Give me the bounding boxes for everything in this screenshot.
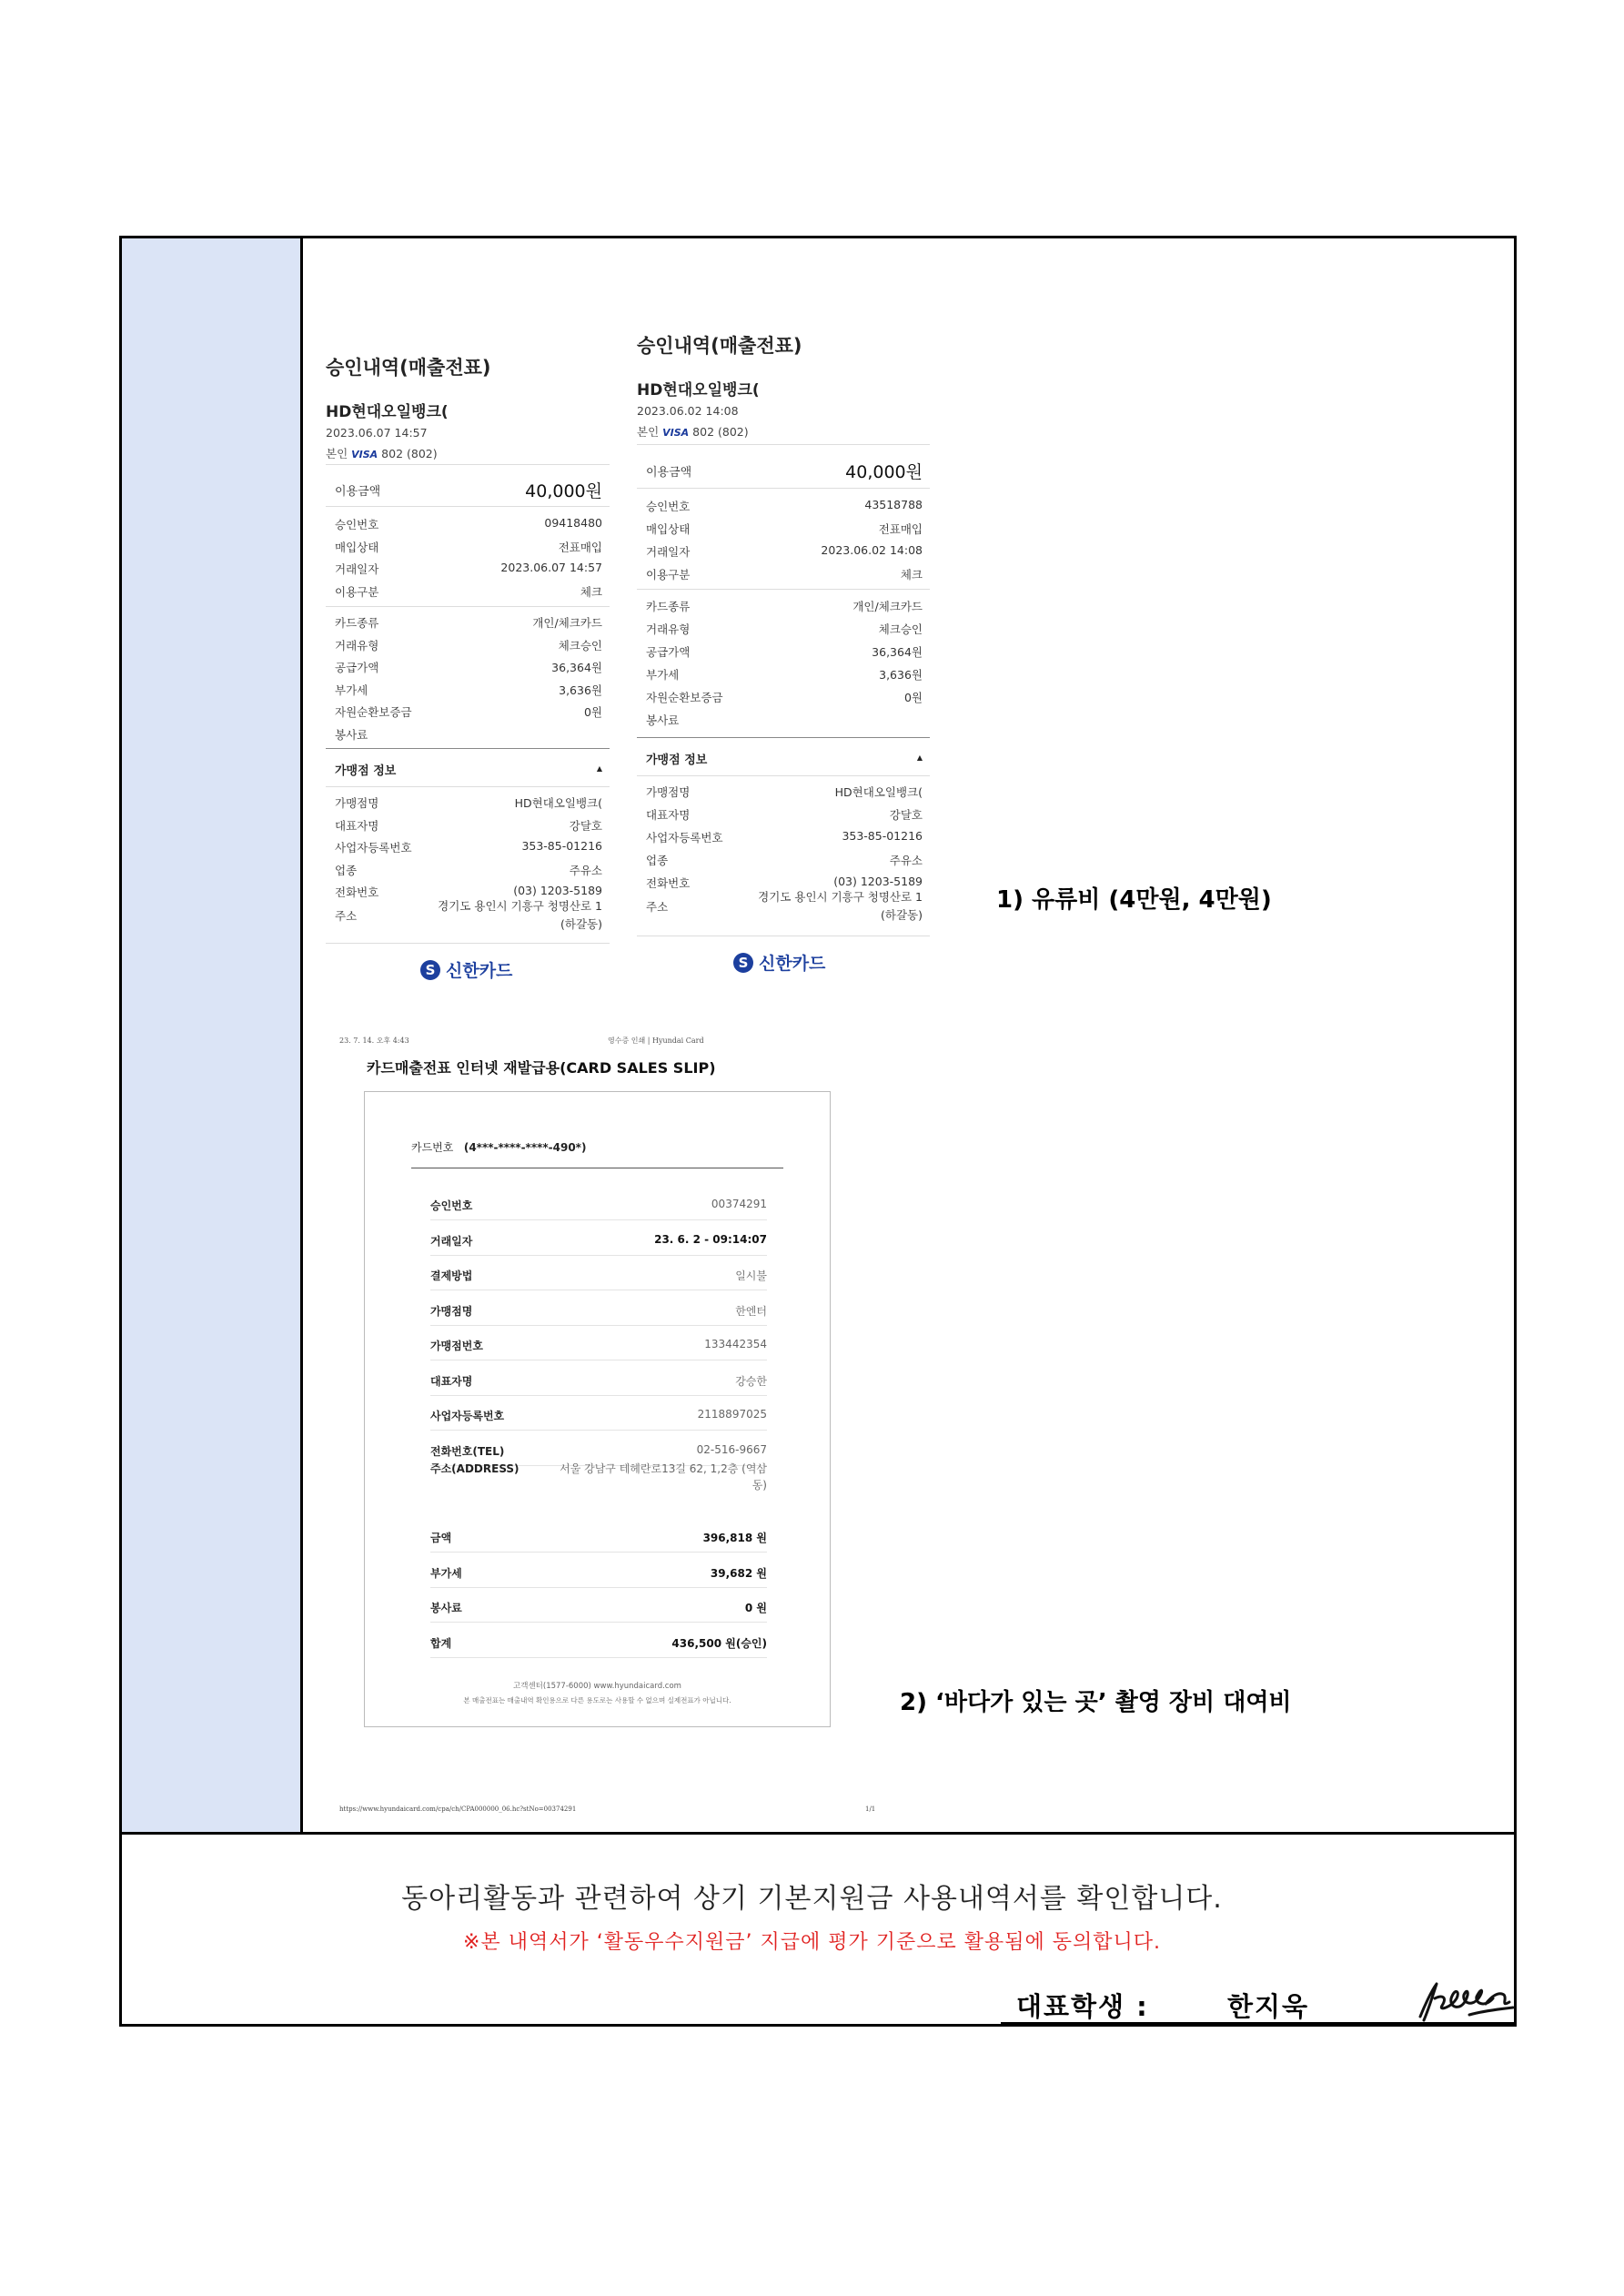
row-label: 부가세 [335, 683, 368, 697]
handwritten-signature [1415, 1971, 1517, 2026]
slip-row-divider [430, 1552, 767, 1553]
brand-name: 신한카드 [446, 961, 513, 981]
slip-row-label: 결제방법 [430, 1269, 473, 1282]
address-line1: 경기도 용인시 기흥구 청명산로 1 [758, 890, 923, 904]
address-line2: (하갈동) [560, 917, 602, 931]
shinhan-s-icon: S [733, 953, 753, 973]
visa-logo-icon: VISA [662, 427, 690, 439]
slip-row-value: 한엔터 [735, 1304, 767, 1318]
receipt-merchant-title: HD현대오일뱅크( [326, 403, 449, 421]
row-label: 공급가액 [335, 661, 379, 674]
address-value [758, 888, 923, 925]
row-value: 0원 [903, 691, 923, 704]
row-value: 353-85-01216 [521, 839, 602, 853]
slip-row-value: 강승한 [735, 1374, 767, 1388]
row-label: 사업자등록번호 [646, 831, 723, 845]
slip-title: 카드매출전표 인터넷 재발급용(CARD SALES SLIP) [367, 1059, 716, 1077]
receipt-card-info [326, 445, 438, 461]
row-value: 36,364원 [551, 661, 602, 674]
divider [326, 506, 610, 507]
amount-label: 이용금액 [335, 485, 381, 499]
row-value: 36,364원 [872, 645, 923, 659]
receipt-datetime: 2023.06.02 14:08 [637, 404, 739, 418]
row-value: 전표매입 [558, 540, 602, 554]
row-label: 매입상태 [646, 522, 691, 536]
row-label: 전화번호 [335, 885, 379, 899]
slip-row-value: 00374291 [711, 1198, 767, 1210]
row-value: 체크승인 [558, 638, 602, 652]
slip-row-divider [430, 1430, 767, 1431]
row-value: 개인/체크카드 [852, 600, 923, 613]
row-value: (03) 1203-5189 [513, 884, 602, 897]
slip-row-label: 가맹점번호 [430, 1340, 483, 1352]
slip-row-value: 23. 6. 2 - 09:14:07 [654, 1232, 767, 1246]
shinhan-card-logo [420, 957, 512, 982]
row-label: 대표자명 [335, 818, 379, 833]
left-label-column [122, 238, 303, 1832]
row-value: 0원 [583, 705, 602, 719]
slip-footer-contact: 고객센터(1577-6000) www.hyundaicard.com [513, 1682, 681, 1691]
slip-row-label: 대표자명 [430, 1374, 473, 1388]
row-label: 대표자명 [646, 808, 691, 822]
row-value: 강달호 [889, 808, 923, 822]
row-value: 09418480 [544, 516, 602, 530]
receipt-merchant-title: HD현대오일뱅크( [637, 381, 760, 400]
row-value: 개인/체크카드 [532, 616, 602, 630]
section-title: 가맹점 정보 [646, 754, 708, 767]
representative-name: 한지욱 [1227, 1991, 1310, 2022]
slip-print-title: 영수증 인쇄 | Hyundai Card [608, 1037, 704, 1045]
divider [637, 444, 930, 445]
row-value: 43518788 [864, 498, 923, 511]
slip-row-divider [430, 1587, 767, 1588]
row-label: 거래일자 [646, 545, 691, 559]
address-line1: 경기도 용인시 기흥구 청명산로 1 [438, 899, 602, 913]
row-value: 강달호 [569, 818, 602, 833]
row-value: 체크승인 [878, 622, 923, 636]
row-value: HD현대오일뱅크( [834, 785, 923, 799]
card-number: 802 (802) [381, 447, 438, 460]
row-value: 체크 [900, 568, 923, 582]
receipt-b [637, 320, 930, 983]
slip-address-line1: 서울 강남구 테헤란로13길 62, 1,2층 (역삼 [560, 1462, 767, 1475]
row-value: HD현대오일뱅크( [514, 796, 602, 810]
slip-row-value: 39,682 원 [710, 1566, 767, 1580]
slip-row-divider [430, 1395, 767, 1396]
divider [326, 943, 610, 944]
card-number: 802 (802) [692, 425, 749, 439]
slip-footer-disclaimer: 본 매출전표는 매출내역 확인용으로 다른 용도로는 사용할 수 없으며 실제전표가 아닙니다. [463, 1696, 731, 1704]
row-label: 업종 [335, 863, 358, 877]
row-value: 353-85-01216 [842, 829, 923, 843]
divider [326, 464, 610, 465]
row-label: 자원순환보증금 [335, 705, 412, 719]
slip-page-number: 1/1 [865, 1805, 876, 1813]
slip-row-divider [430, 1219, 767, 1220]
divider [637, 589, 930, 590]
row-label: 거래일자 [335, 562, 379, 576]
receipt-card-info [637, 423, 749, 440]
card-owner: 본인 [637, 425, 660, 439]
row-label: 거래유형 [646, 622, 691, 636]
slip-row-divider [430, 1325, 767, 1326]
slip-row-value: 02-516-9667 [696, 1442, 767, 1456]
consent-notice: ※본 내역서가 ‘활동우수지원금’ 지급에 평가 기준으로 활용됨에 동의합니다. [463, 1931, 1161, 1954]
slip-row-value: 2118897025 [697, 1408, 767, 1421]
row-value: 3,636원 [879, 668, 923, 682]
row-label: 봉사료 [335, 727, 368, 742]
row-label: 전화번호 [646, 876, 691, 890]
divider [637, 737, 930, 738]
slip-row-label: 봉사료 [430, 1602, 462, 1614]
receipt-heading: 승인내역(매출전표) [637, 335, 802, 357]
slip-address-row [430, 1461, 767, 1497]
row-label: 승인번호 [335, 518, 379, 531]
slip-address-line2: 동) [751, 1479, 767, 1492]
divider [637, 775, 930, 776]
slip-row-label: 사업자등록번호 [430, 1410, 505, 1422]
receipt-heading: 승인내역(매출전표) [326, 357, 491, 379]
divider [326, 606, 610, 607]
slip-address-value [560, 1461, 767, 1493]
slip-url: https://www.hyundaicard.com/cpa/ch/CPA000000_06.hc?stNo=00374291 [339, 1805, 577, 1813]
row-value: (03) 1203-5189 [833, 875, 923, 888]
caret-up-icon[interactable]: ▲ [596, 764, 602, 773]
slip-row-value: 133442354 [704, 1338, 767, 1350]
section-divider [122, 1832, 1514, 1835]
row-label: 봉사료 [646, 713, 680, 727]
slip-row-value: 436,500 원(승인) [671, 1636, 767, 1650]
amount-value: 40,000원 [525, 481, 602, 501]
brand-name: 신한카드 [759, 954, 826, 974]
visa-logo-icon: VISA [351, 449, 378, 460]
row-label: 자원순환보증금 [646, 691, 723, 704]
divider [326, 748, 610, 749]
row-value: 주유소 [569, 863, 602, 877]
slip-row-label: 금액 [430, 1532, 452, 1544]
slip-print-date: 23. 7. 14. 오후 4:43 [339, 1037, 409, 1045]
row-label: 카드종류 [335, 616, 379, 630]
slip-row-divider [430, 1622, 767, 1623]
row-label: 가맹점명 [646, 785, 691, 799]
slip-row-label: 전화번호(TEL) [430, 1444, 505, 1458]
row-label: 업종 [646, 854, 669, 867]
row-value: 전표매입 [878, 522, 923, 536]
caret-up-icon[interactable]: ▲ [916, 754, 923, 762]
confirmation-text: 동아리활동과 관련하여 상기 기본지원금 사용내역서를 확인합니다. [401, 1883, 1223, 1915]
row-label: 공급가액 [646, 645, 691, 659]
row-value: 2023.06.07 14:57 [500, 561, 602, 574]
shinhan-s-icon: S [420, 960, 440, 980]
address-row [335, 897, 602, 937]
representative-label: 대표학생 : [1016, 1991, 1149, 2022]
row-value: 주유소 [889, 854, 923, 867]
row-label: 매입상태 [335, 540, 379, 554]
card-owner: 본인 [326, 447, 348, 460]
slip-row-label: 합계 [430, 1636, 452, 1650]
slip-row-label: 가맹점명 [430, 1304, 473, 1318]
row-label: 이용구분 [646, 568, 691, 582]
section-title: 가맹점 정보 [335, 764, 397, 778]
slip-row-divider [430, 1255, 767, 1256]
amount-value: 40,000원 [845, 462, 923, 482]
address-label: 주소 [646, 900, 669, 914]
card-value: (4***-****-****-490*) [463, 1141, 587, 1154]
divider [326, 786, 610, 787]
card-label: 카드번호 [411, 1141, 454, 1154]
address-line2: (하갈동) [881, 908, 923, 922]
row-label: 이용구분 [335, 584, 379, 599]
row-label: 거래유형 [335, 638, 379, 652]
receipt-datetime: 2023.06.07 14:57 [326, 426, 428, 440]
address-row [646, 888, 923, 928]
amount-label: 이용금액 [646, 466, 692, 480]
row-value: 체크 [580, 584, 602, 599]
divider [637, 488, 930, 489]
address-label: 주소 [335, 909, 358, 923]
slip-row-label: 부가세 [430, 1566, 462, 1580]
shinhan-card-logo [733, 950, 825, 975]
slip-row-label: 거래일자 [430, 1234, 473, 1248]
row-label: 가맹점명 [335, 796, 379, 810]
row-label: 부가세 [646, 668, 680, 682]
slip-address-label: 주소(ADDRESS) [430, 1462, 519, 1475]
slip-row-divider [430, 1657, 767, 1658]
slip-row-value: 일시불 [735, 1269, 767, 1282]
row-label: 승인번호 [646, 500, 691, 513]
row-label: 사업자등록번호 [335, 841, 412, 855]
slip-row-value: 0 원 [744, 1602, 767, 1614]
address-value [438, 897, 602, 934]
slip-row-label: 승인번호 [430, 1199, 473, 1212]
row-value: 3,636원 [559, 683, 602, 697]
caption-equipment: 2) ‘바다가 있는 곳’ 촬영 장비 대여비 [900, 1689, 1292, 1716]
slip-card-number [411, 1139, 586, 1155]
caption-fuel: 1) 유류비 (4만원, 4만원) [996, 886, 1272, 914]
row-value: 2023.06.02 14:08 [821, 543, 923, 557]
slip-row-value: 396,818 원 [702, 1532, 767, 1544]
receipt-a [326, 342, 610, 990]
row-label: 카드종류 [646, 600, 691, 613]
